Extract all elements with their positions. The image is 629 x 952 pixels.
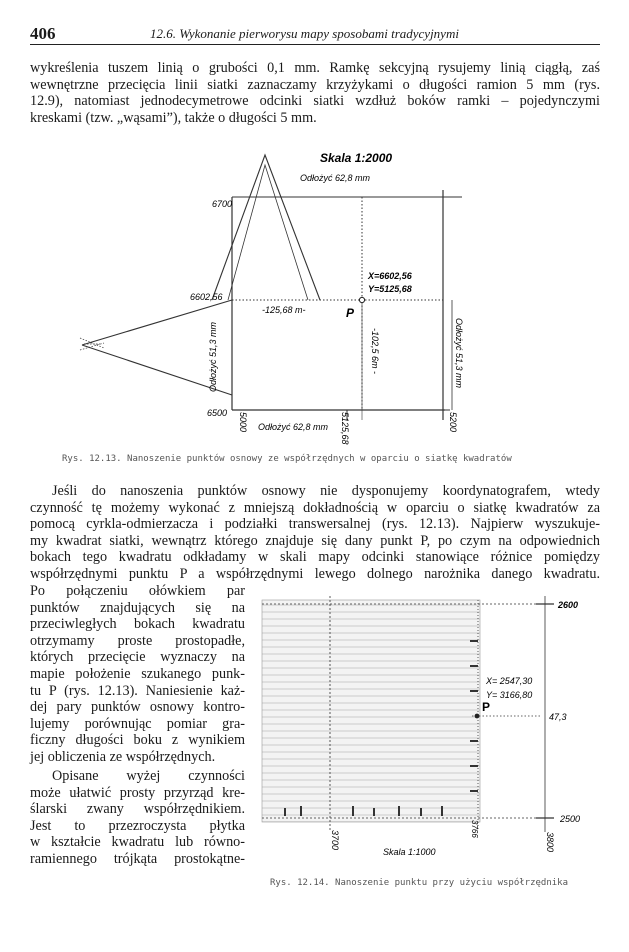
text-line: Jest to przezroczysta płytka — [30, 817, 245, 834]
label-47-3: 47,3 — [549, 712, 567, 722]
label-bottom: Odłożyć 62,8 mm — [258, 422, 329, 432]
label-2600: 2600 — [558, 600, 579, 610]
text-line: otrzymamy proste prostopadłe, — [30, 632, 245, 649]
label-3800: 3800 — [545, 832, 555, 853]
text-line: Po połączeniu ołówkiem par — [30, 583, 245, 599]
ruler-tick — [470, 640, 478, 642]
text-line: 12.9), natomiast jednodecymetrowe odcinki siatki wzdłuż boków ramki – pojedynczymi — [30, 93, 600, 110]
label-3700: 3700 — [330, 830, 340, 851]
label-2500: 2500 — [560, 814, 581, 824]
ruler-tick — [470, 790, 478, 792]
label-5200: 5200 — [448, 412, 458, 433]
text-line: lujemy porównując pomiar gra- — [30, 715, 245, 732]
text-line: tu P (rys. 12.13). Naniesienie każ- — [30, 682, 245, 699]
text-line: ramiennego trójkąta prostokątne- — [30, 850, 245, 867]
text-line: mapie położenie szukanego punk- — [30, 665, 245, 682]
text-line: ślarski zwany współrzędnikiem. — [30, 801, 245, 818]
label-point-p: P — [482, 700, 491, 714]
figure-1-scale: Skala 1:2000 — [320, 151, 393, 165]
label-top: Odłożyć 62,8 mm — [300, 173, 371, 183]
text-line: może ułatwić prosty przyrząd kre- — [30, 784, 245, 801]
running-header: 12.6. Wykonanie pierworysu mapy sposobami tradycyjnymi — [150, 26, 459, 41]
text-line: czynność tę możemy wykonać z mniejszą dokładnością w oparciu o siatkę kwadratów za — [30, 499, 600, 516]
ruler-tick — [398, 806, 400, 816]
ruler-tick — [300, 806, 302, 816]
label-x-coord: X= 2547,30 — [486, 676, 533, 686]
ruler-tick — [441, 806, 443, 816]
ruler-tick — [352, 806, 354, 816]
ruler-tick — [373, 808, 375, 816]
text-line: jej obliczenia ze współrzędnych. — [30, 748, 216, 765]
ruler-tick — [470, 665, 478, 667]
point-p-marker — [475, 714, 480, 719]
photo-background — [262, 600, 480, 822]
text-line: przeciwległych bokach kwadratu — [30, 616, 245, 633]
label-5000: 5000 — [238, 412, 248, 433]
label-left: Odłożyć 51,3 mm — [208, 321, 218, 392]
label-dist-v: -102,5 6m - — [370, 328, 380, 375]
ruler-tick — [284, 808, 286, 816]
label-dist-h: -125,68 m- — [262, 305, 306, 315]
text-line: ficzny długości boku z wynikiem — [30, 732, 245, 749]
text-line: wewnętrzne przecięcia linii siatki zaznaczamy krzyżykami o długości ramion 5 mm (rys. — [30, 76, 600, 93]
label-right: Odłożyć 51,3 mm — [454, 318, 464, 389]
label-6602-56: 6602,56 — [190, 292, 223, 302]
ruler-tick — [420, 808, 422, 816]
label-3766: 3766 — [470, 820, 479, 838]
label-coord-x: X=6602,56 — [368, 271, 412, 281]
text-line: kreskami (tzw. „wąsami”), także o długości 5 mm. — [30, 109, 317, 126]
label-point-p: P — [346, 306, 355, 320]
figure-2-caption: Rys. 12.14. Nanoszenie punktu przy użyciu współrzędnika — [270, 878, 569, 888]
text-line: Opisane wyżej czynności — [52, 768, 245, 784]
figure-1-caption: Rys. 12.13. Nanoszenie punktów osnowy ze współrzędnych w oparciu o siatkę kwadratów — [62, 454, 512, 464]
ruler-tick — [470, 690, 478, 692]
text-line: bokach tego kwadratu odkładamy w skali mapy odcinki stanowiące różnice pomiędzy — [30, 549, 600, 566]
ruler-tick — [470, 740, 478, 742]
text-line: punktów znajdujących się na — [30, 599, 245, 616]
label-6700: 6700 — [212, 199, 233, 209]
text-line: których przecięcie wyznaczy na — [30, 649, 245, 666]
label-5125-68: 5125,68 — [340, 412, 350, 445]
label-6500: 6500 — [207, 408, 228, 418]
text-line: współrzędnymi punktu P a współrzędnymi lewego dolnego narożnika danego kwadratu. — [30, 565, 600, 582]
label-y-coord: Y= 3166,80 — [486, 690, 533, 700]
text-line: pomocą cyrkla-odmierzacza i podziałki transwersalnej (rys. 12.13). Najpierw wyszukuje- — [30, 516, 600, 533]
text-line: dej pary punktów osnowy kontro- — [30, 699, 245, 716]
text-line: Jeśli do nanoszenia punktów osnowy nie dysponujemy koordynatografem, wtedy — [52, 483, 600, 499]
label-coord-y: Y=5125,68 — [368, 284, 412, 294]
page-number: 406 — [30, 24, 56, 43]
text-line: wykreślenia tuszem linią o grubości 0,1 mm. Ramkę sekcyjną rysujemy linią ciągłą, zaś — [30, 60, 600, 76]
figure-2-scale: Skala 1:1000 — [383, 847, 436, 857]
text-line: my kwadrat siatki, wewnątrz którego znajduje się dany punkt P, po czym na odpowiednich — [30, 532, 600, 549]
text-line: w kształcie kwadratu lub równo- — [30, 834, 245, 851]
ruler-tick — [470, 765, 478, 767]
